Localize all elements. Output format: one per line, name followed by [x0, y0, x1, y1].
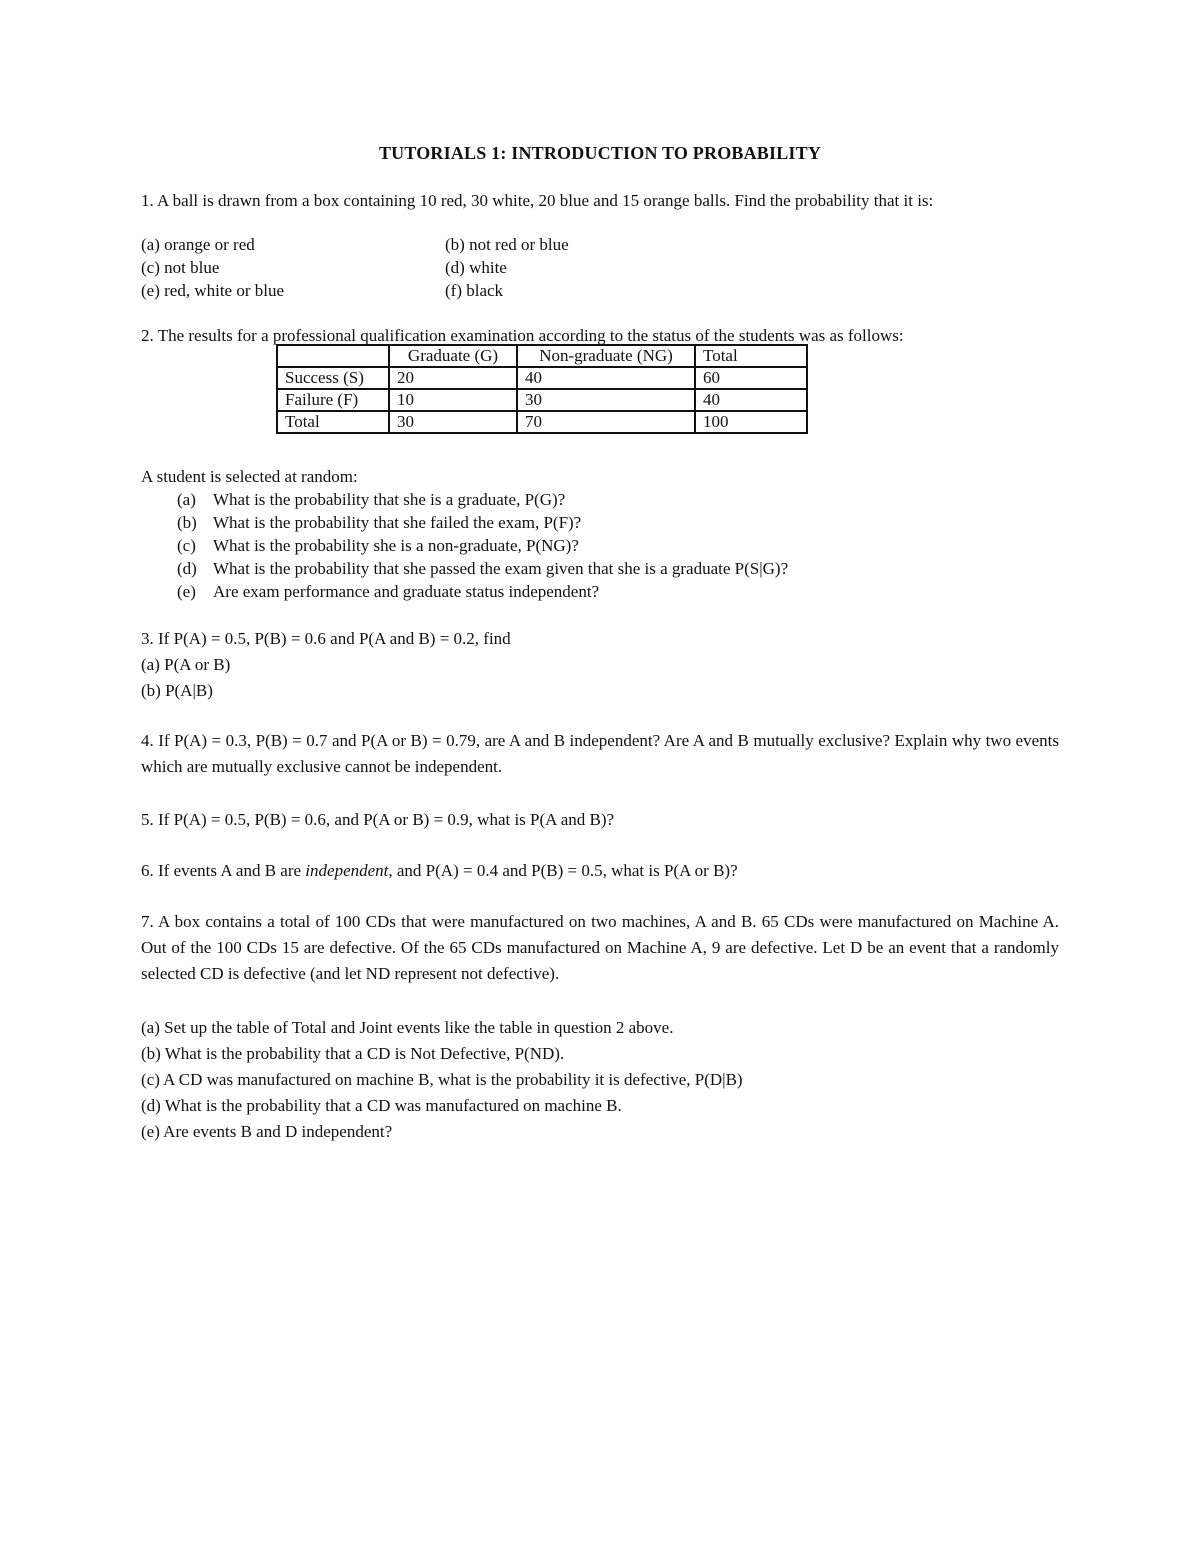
table-cell: Failure (F) [277, 389, 389, 411]
table-row [277, 411, 807, 433]
q1-option-a: (a) orange or red [141, 235, 255, 254]
table-cell: Total [277, 411, 389, 433]
question-7-text: 7. A box contains a total of 100 CDs that were manufactured on two machines, A and B. 65 CDs were manufactured on Machine A. Out of the 100 CDs 15 are defective. Of the 65 CDs manufactured on Machine A, 9 are defective. Let D be an event that a randomly selected CD is defective (and let ND represent not defective). [141, 912, 1059, 983]
q2-part-d-text: What is the probability that she passed the exam given that she is a graduate P(S|G)? [213, 559, 789, 578]
q6-text-before: 6. If events A and B are [141, 861, 306, 880]
q2-part-d-label: (d) [177, 559, 197, 578]
results-table [276, 344, 808, 434]
q6-text-after: , and P(A) = 0.4 and P(B) = 0.5, what is P(A or B)? [388, 861, 738, 880]
q3-part-b: (b) P(A|B) [141, 681, 213, 700]
table-header-cell [277, 345, 389, 367]
table-cell: 30 [517, 389, 695, 411]
q2-part-e-text: Are exam performance and graduate status independent? [213, 582, 600, 601]
q2-part-a-label: (a) [177, 490, 196, 509]
table-cell: 40 [517, 367, 695, 389]
q2-part-c-label: (c) [177, 536, 196, 555]
question-3-text: 3. If P(A) = 0.5, P(B) = 0.6 and P(A and B) = 0.2, find [141, 629, 511, 648]
table-cell: Success (S) [277, 367, 389, 389]
table-cell: 70 [517, 411, 695, 433]
table-header-row [277, 345, 807, 367]
page-title: TUTORIALS 1: INTRODUCTION TO PROBABILITY [378, 143, 822, 163]
q2-part-c-text: What is the probability she is a non-graduate, P(NG)? [213, 536, 579, 555]
table-header-cell: Non-graduate (NG) [517, 345, 695, 367]
q6-emphasis: independent [305, 861, 389, 880]
table-header-cell: Graduate (G) [389, 345, 517, 367]
table-cell: 30 [389, 411, 517, 433]
q3-part-a: (a) P(A or B) [141, 655, 231, 674]
q7-part-e: (e) Are events B and D independent? [141, 1122, 393, 1141]
q7-part-b: (b) What is the probability that a CD is Not Defective, P(ND). [141, 1044, 565, 1063]
q7-part-c: (c) A CD was manufactured on machine B, what is the probability it is defective, P(D|B) [141, 1070, 743, 1089]
q1-option-d: (d) white [445, 258, 507, 277]
table-cell: 10 [389, 389, 517, 411]
question-6-text [141, 862, 738, 879]
table-row [277, 367, 807, 389]
table-cell: 100 [695, 411, 807, 433]
question-4-text: 4. If P(A) = 0.3, P(B) = 0.7 and P(A or B) = 0.79, are A and B independent? Are A and B mutually exclusive? Explain why two events which are mutually exclusive cannot be independent. [141, 731, 1059, 776]
table-cell: 40 [695, 389, 807, 411]
q2-part-e-label: (e) [177, 582, 196, 601]
q2-part-b-text: What is the probability that she failed the exam, P(F)? [213, 513, 582, 532]
q2-intro: A student is selected at random: [141, 467, 358, 486]
q1-option-b: (b) not red or blue [445, 235, 569, 254]
table-header-cell: Total [695, 345, 807, 367]
question-2-text: 2. The results for a professional qualification examination according to the status of the students was as follows: [141, 326, 904, 345]
q2-part-b-label: (b) [177, 513, 197, 532]
q1-option-c: (c) not blue [141, 258, 220, 277]
q1-option-f: (f) black [445, 281, 504, 300]
q1-option-e: (e) red, white or blue [141, 281, 285, 300]
q7-part-d: (d) What is the probability that a CD was manufactured on machine B. [141, 1096, 622, 1115]
q2-part-a-text: What is the probability that she is a graduate, P(G)? [213, 490, 566, 509]
table-cell: 20 [389, 367, 517, 389]
q7-part-a: (a) Set up the table of Total and Joint events like the table in question 2 above. [141, 1018, 674, 1037]
table-row [277, 389, 807, 411]
question-5-text: 5. If P(A) = 0.5, P(B) = 0.6, and P(A or B) = 0.9, what is P(A and B)? [141, 810, 615, 829]
table-cell: 60 [695, 367, 807, 389]
question-1-text: 1. A ball is drawn from a box containing 10 red, 30 white, 20 blue and 15 orange balls. Find the probability that it is: [141, 191, 934, 210]
